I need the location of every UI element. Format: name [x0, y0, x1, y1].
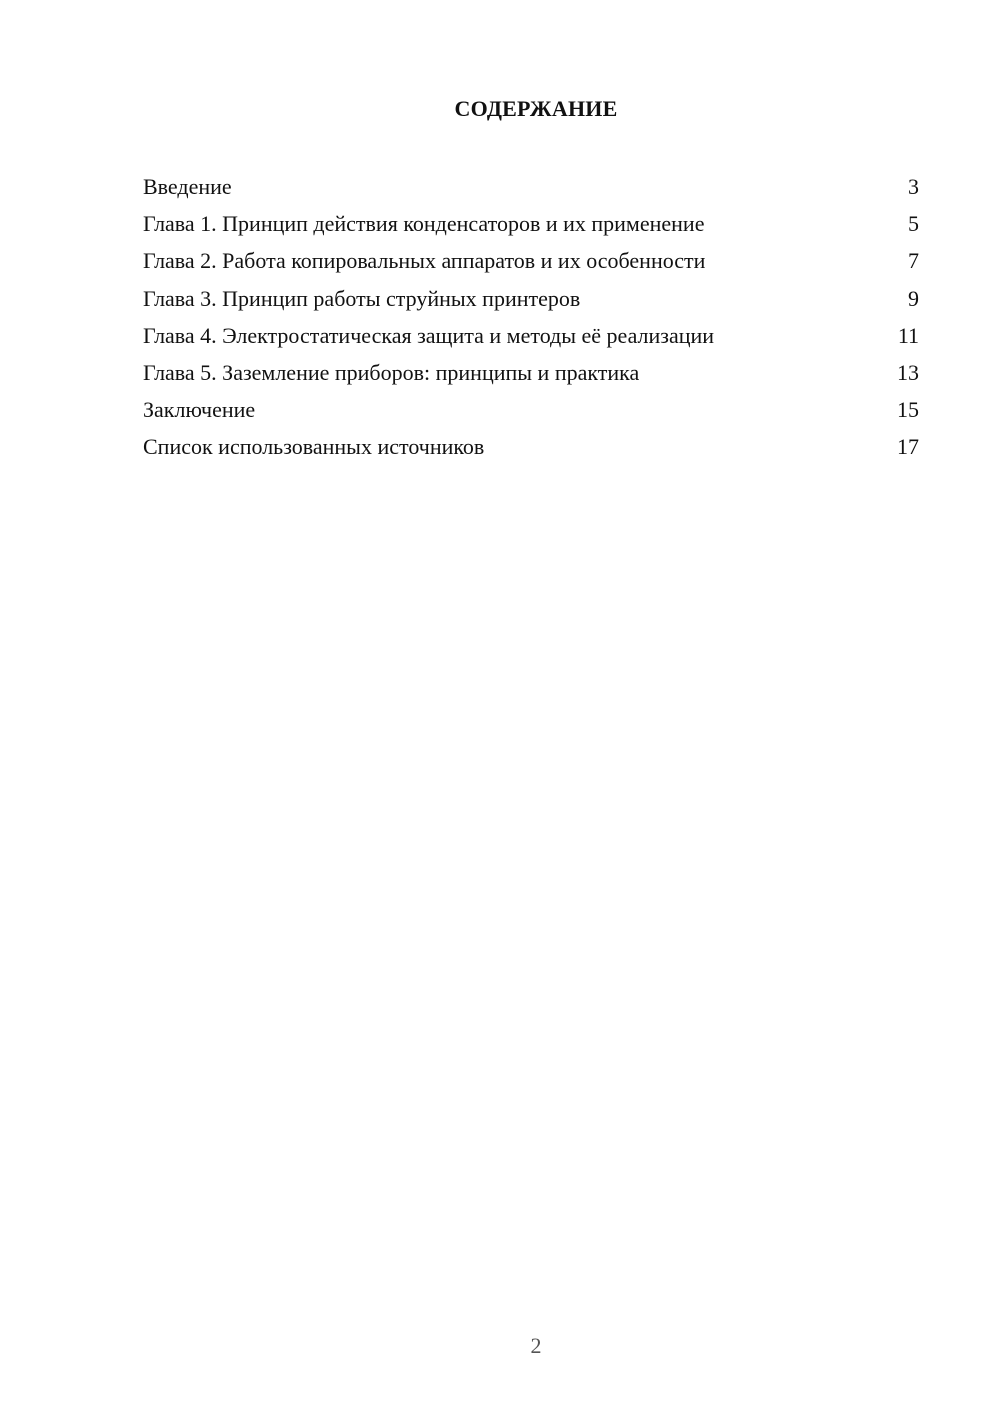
toc-entry-introduction [143, 168, 919, 205]
toc-entry-page: 5 [908, 211, 919, 237]
toc-entry-chapter-1 [143, 205, 919, 242]
toc-entry-label: Глава 2. Работа копировальных аппаратов и их особенности [143, 248, 706, 274]
toc-entry-label: Глава 3. Принцип работы струйных принтеров [143, 285, 581, 311]
toc-entry-chapter-3 [143, 280, 919, 317]
toc-entry-conclusion [143, 391, 919, 428]
toc-entry-page: 17 [897, 434, 919, 460]
toc-entry-chapter-5 [143, 354, 919, 391]
toc-entry-label: Список использованных источников [143, 434, 485, 460]
toc-entry-page: 11 [897, 322, 919, 348]
toc-entry-page: 7 [908, 248, 919, 274]
toc-entry-label: Заключение [143, 397, 256, 423]
toc-entry-page: 15 [897, 397, 919, 423]
toc-entry-chapter-2 [143, 242, 919, 279]
toc-entry-page: 13 [897, 359, 919, 385]
toc-entry-label: Глава 5. Заземление приборов: принципы и практика [143, 359, 640, 385]
toc-entry-references [143, 428, 919, 465]
toc-entry-label: Введение [143, 174, 232, 199]
toc-entry-page: 9 [908, 285, 919, 311]
toc-entry-page: 3 [908, 174, 919, 199]
toc-list [143, 168, 919, 466]
toc-entry-label: Глава 4. Электростатическая защита и методы её реализации [143, 322, 715, 348]
page-number: 2 [530, 1333, 542, 1358]
toc-entry-chapter-4 [143, 317, 919, 354]
toc-entry-label: Глава 1. Принцип действия конденсаторов и их применение [143, 211, 705, 237]
toc-title: СОДЕРЖАНИЕ [454, 96, 618, 121]
